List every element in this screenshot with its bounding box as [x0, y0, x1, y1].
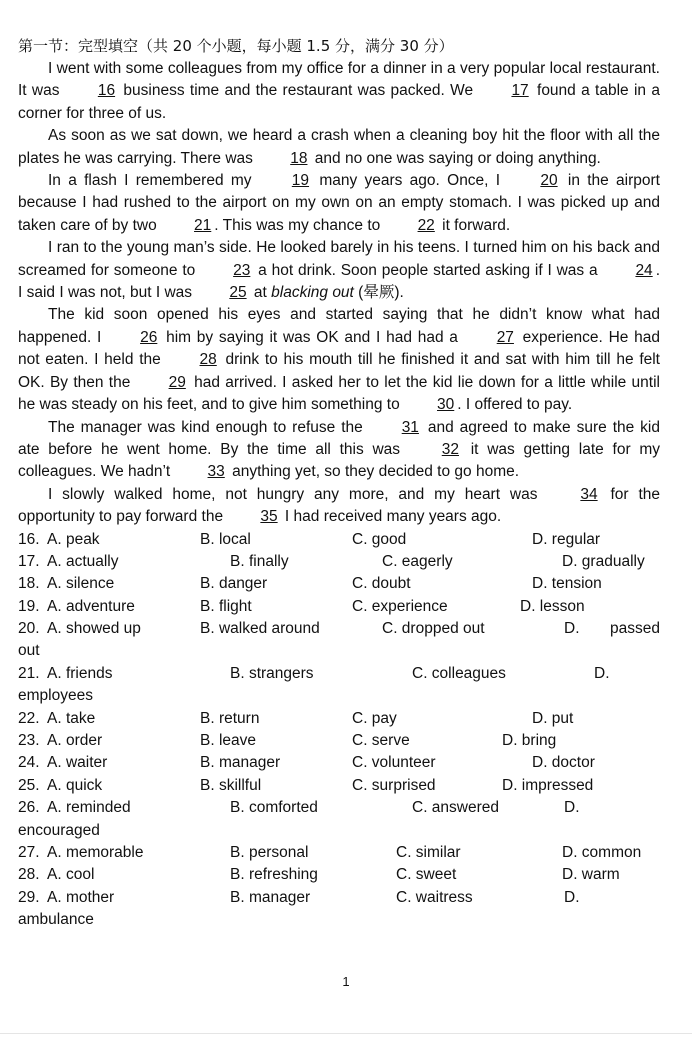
- blank-22: 22: [417, 216, 435, 234]
- passage-text: The kid soon opened his eyes and started saying that he didn’t know what had happened. I: [18, 306, 660, 346]
- passage-paragraph: [18, 417, 660, 484]
- option-c: C. similar: [396, 844, 461, 861]
- blank-24: 24: [635, 261, 653, 279]
- option-c: C. dropped out: [382, 620, 485, 638]
- option-d: D. regular: [532, 530, 601, 548]
- question-row: [18, 887, 660, 909]
- question-row: [18, 864, 660, 886]
- question-number: 20.: [18, 620, 40, 638]
- option-b: B. skillful: [200, 776, 262, 794]
- blank-28: 28: [199, 351, 217, 369]
- option-c: C. surprised: [352, 776, 436, 794]
- passage-text: and no one was saying or doing anything.: [310, 149, 601, 167]
- question-row: [18, 730, 660, 752]
- blank-16: 16: [97, 82, 116, 100]
- question-number: 19.: [18, 597, 40, 615]
- question-row: [18, 551, 660, 573]
- option-b: B. danger: [200, 575, 268, 593]
- passage-text: . I offered to pay.: [457, 396, 573, 414]
- blank-31: 31: [401, 418, 419, 436]
- question-row: [18, 752, 660, 774]
- blank-25: 25: [229, 284, 247, 302]
- option-b: B. local: [200, 530, 251, 548]
- option-a: A. silence: [47, 575, 115, 593]
- option-b: B. flight: [200, 597, 252, 615]
- question-number: 16.: [18, 530, 40, 548]
- passage-paragraph: [18, 484, 660, 529]
- option-a: A. adventure: [47, 597, 135, 615]
- passage-text: drink to his mouth till he finished it and sat with him till he felt OK. By then the: [18, 351, 660, 391]
- passage-text: business time and the restaurant was packed. We: [118, 82, 479, 100]
- option-d: D.: [594, 664, 610, 682]
- option-c: C. sweet: [396, 866, 457, 884]
- question-number: 29.: [18, 888, 40, 906]
- option-a: A. take: [47, 709, 96, 727]
- passage-text: . This was my chance to: [214, 216, 385, 234]
- blank-17: 17: [511, 82, 529, 100]
- option-d: D. impressed: [502, 776, 594, 794]
- option-a: A. friends: [47, 664, 113, 682]
- passage-text: it forward.: [437, 216, 511, 234]
- option-a: A. quick: [47, 776, 103, 794]
- blank-35: 35: [260, 508, 278, 526]
- option-b: B. finally: [230, 552, 289, 570]
- blank-32: 32: [441, 440, 459, 458]
- option-a: A. reminded: [47, 799, 131, 817]
- option-c: C. eagerly: [382, 552, 453, 570]
- option-b: B. strangers: [230, 664, 314, 682]
- option-c: C. waitress: [396, 888, 473, 906]
- blank-26: 26: [140, 328, 158, 346]
- option-d-continued: out: [18, 642, 40, 660]
- blank-21: 21: [194, 216, 212, 234]
- option-d: D. common: [562, 844, 642, 861]
- question-number: 18.: [18, 575, 40, 593]
- question-row: [18, 529, 660, 551]
- option-c: C. colleagues: [412, 664, 506, 682]
- option-d: D. bring: [502, 732, 557, 750]
- passage-text: a hot drink. Soon people started asking if I was a: [253, 261, 603, 279]
- option-a: A. actually: [47, 552, 119, 570]
- option-a: A. cool: [47, 866, 95, 884]
- option-d-text: passed: [610, 620, 660, 638]
- option-a: A. order: [47, 732, 103, 750]
- question-number: 24.: [18, 754, 40, 772]
- passage-paragraph: [18, 237, 660, 304]
- passage-text: (晕厥).: [353, 284, 404, 302]
- passage-text: I slowly walked home, not hungry any more, and my heart was: [48, 485, 548, 503]
- passage-text: it was getting late for my colleagues. We hadn’t: [18, 440, 660, 481]
- option-d: D. warm: [562, 866, 620, 884]
- blank-20: 20: [540, 172, 558, 190]
- option-d: D. lesson: [520, 597, 585, 615]
- question-row: [18, 618, 660, 640]
- option-a: A. waiter: [47, 754, 108, 772]
- question-number: 28.: [18, 866, 40, 884]
- passage-text: him by saying it was OK and I had had a: [160, 328, 464, 346]
- question-row: [18, 797, 660, 819]
- question-number: 17.: [18, 552, 40, 570]
- blank-34: 34: [580, 485, 598, 503]
- passage-paragraph: [18, 125, 660, 170]
- blank-33: 33: [207, 463, 225, 481]
- blank-18: 18: [290, 149, 308, 167]
- passage-text: found a table in a corner for three of us.: [18, 82, 660, 122]
- option-d: D. gradually: [562, 552, 645, 570]
- option-d: D.: [564, 799, 580, 817]
- passage-text: in the airport because I had rushed to the airport on my own on an empty stomach. I was picked up and taken care of by two: [18, 172, 660, 234]
- option-d: D. tension: [532, 575, 602, 593]
- question-number: 23.: [18, 732, 40, 750]
- option-c: C. pay: [352, 709, 397, 727]
- passage-paragraph: [18, 58, 660, 125]
- option-d: D.: [564, 888, 580, 906]
- passage-text: experience. He had not eaten. I held the: [18, 328, 660, 369]
- option-b: B. comforted: [230, 799, 318, 817]
- option-b: B. manager: [230, 888, 311, 906]
- question-row: [18, 842, 660, 864]
- option-a: A. mother: [47, 888, 115, 906]
- blank-29: 29: [168, 373, 186, 391]
- passage-text: I went with some colleagues from my office for a dinner in a very popular local restaurant. It was: [18, 60, 660, 100]
- page-divider: [0, 1033, 692, 1034]
- passage-text: As soon as we sat down, we heard a crash when a cleaning boy hit the floor with all the plates he was carrying. There was: [18, 127, 660, 167]
- question-number: 27.: [18, 844, 40, 861]
- option-c: C. serve: [352, 732, 410, 750]
- question-row: [18, 775, 660, 797]
- question-number: 22.: [18, 709, 40, 727]
- option-b: B. return: [200, 709, 260, 727]
- page-content: [18, 36, 660, 932]
- option-d-continued: encouraged: [18, 821, 100, 839]
- question-row: [18, 663, 660, 685]
- option-c: C. answered: [412, 799, 500, 817]
- question-row: [18, 596, 660, 618]
- question-number: 26.: [18, 799, 40, 817]
- passage-text: for the opportunity to pay forward the: [18, 485, 661, 526]
- option-b: B. personal: [230, 844, 309, 861]
- passage-text: . I said I was not, but I was: [18, 261, 660, 302]
- cloze-passage: [18, 58, 660, 529]
- question-number: 21.: [18, 664, 40, 682]
- passage-text: and agreed to make sure the kid ate before he went home. By the time all this was: [18, 418, 660, 458]
- option-c: C. doubt: [352, 575, 411, 593]
- option-d: D. doctor: [532, 754, 595, 772]
- passage-paragraph: [18, 170, 660, 237]
- passage-text: had arrived. I asked her to let the kid lie down for a little while until he was steady on his feet, and to give him something to: [18, 373, 660, 414]
- blank-19: 19: [291, 172, 310, 190]
- question-row: [18, 708, 660, 730]
- option-c: C. volunteer: [352, 754, 436, 772]
- answer-options: [18, 529, 660, 932]
- blank-23: 23: [233, 261, 251, 279]
- option-b: B. leave: [200, 732, 257, 750]
- blank-30: 30: [437, 396, 455, 414]
- option-d: D.: [564, 620, 580, 638]
- passage-paragraph: [18, 304, 660, 416]
- passage-text: at: [249, 284, 272, 302]
- option-a: A. memorable: [47, 844, 144, 861]
- option-d-continued: employees: [18, 687, 93, 705]
- option-c: C. good: [352, 530, 407, 548]
- passage-text: In a flash I remembered my: [48, 172, 259, 190]
- option-b: B. walked around: [200, 620, 320, 638]
- option-b: B. manager: [200, 754, 281, 772]
- passage-text: many years ago. Once, I: [312, 172, 508, 190]
- option-a: A. peak: [47, 530, 100, 548]
- passage-text: The manager was kind enough to refuse the: [48, 418, 369, 436]
- question-number: 25.: [18, 776, 40, 794]
- option-d: D. put: [532, 709, 574, 727]
- option-a: A. showed up: [47, 620, 141, 638]
- option-c: C. experience: [352, 597, 448, 615]
- passage-text: I had received many years ago.: [280, 508, 502, 526]
- italic-phrase: blacking out: [271, 284, 354, 302]
- section-title: 第一节：完型填空（共 20 个小题，每小题 1.5 分，满分 30 分）: [18, 37, 454, 55]
- page-number: 1: [342, 974, 350, 989]
- passage-text: I ran to the young man’s side. He looked barely in his teens. I turned him on his back and screamed for someone to: [18, 239, 660, 279]
- passage-text: anything yet, so they decided to go home.: [227, 463, 520, 481]
- question-row: [18, 573, 660, 595]
- blank-27: 27: [496, 328, 514, 346]
- option-b: B. refreshing: [230, 866, 318, 884]
- option-d-continued: ambulance: [18, 911, 94, 929]
